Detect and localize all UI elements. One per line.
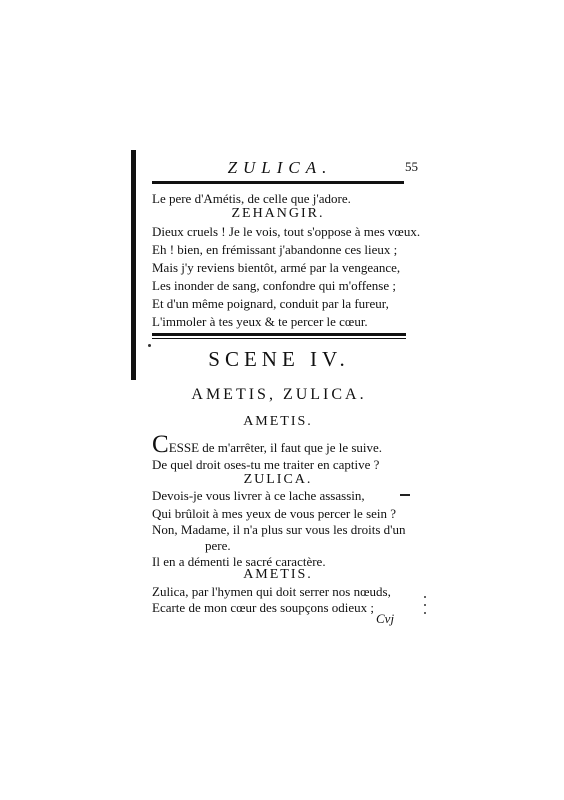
verse-line-continuation: pere. (205, 538, 231, 553)
speaker-name: AMETIS. (243, 414, 313, 429)
margin-mark (400, 494, 410, 496)
verse-line: Zulica, par l'hymen qui doit serrer nos nœuds, (152, 584, 391, 599)
verse-line (152, 431, 383, 458)
head-rule (152, 181, 404, 184)
verse-line: Eh ! bien, en frémissant j'abandonne ces lieux ; (152, 242, 398, 257)
ink-speck (424, 612, 426, 614)
speaker-name: ZEHANGIR. (231, 206, 325, 221)
speaker-name: ZULICA. (243, 472, 313, 487)
running-head (152, 158, 416, 182)
scene-title: SCENE IV. (208, 347, 350, 371)
gutter-shadow (131, 150, 136, 380)
verse-line: Et d'un même poignard, conduit par la fureur, (152, 296, 389, 311)
verse-line: Dieux cruels ! Je le vois, tout s'oppose à mes vœux. (152, 224, 421, 239)
verse-line: Mais j'y reviens bientôt, armé par la vengeance, (152, 260, 401, 275)
ink-speck (424, 604, 426, 606)
verse-text: ESSE de m'arrêter, il faut que je le suive. (168, 440, 383, 455)
verse-line: L'immoler à tes yeux & te percer le cœur. (152, 314, 368, 329)
scene-rule (152, 333, 406, 336)
drop-capital: C (152, 431, 169, 458)
catchword: Cvj (376, 611, 395, 626)
scene-characters: AMETIS, ZULICA. (191, 386, 367, 403)
verse-line: Devois-je vous livrer à ce lache assassin, (152, 488, 365, 503)
ink-speck (424, 596, 426, 598)
verse-line: Il en a démenti le sacré caractère. (152, 554, 326, 569)
running-head-title: ZULICA. (227, 158, 333, 177)
verse-line: Qui brûloit à mes yeux de vous percer le sein ? (152, 506, 397, 521)
verse-line: Le pere d'Amétis, de celle que j'adore. (152, 191, 351, 206)
scene-rule-thin (152, 338, 406, 339)
speaker-name: AMETIS. (243, 567, 313, 582)
verse-line: Les inonder de sang, confondre qui m'offense ; (152, 278, 396, 293)
verse-line: Non, Madame, il n'a plus sur vous les droits d'un (152, 522, 406, 537)
verse-line: Ecarte de mon cœur des soupçons odieux ; (152, 600, 375, 615)
ink-speck (148, 344, 151, 347)
page-number: 55 (405, 159, 418, 174)
verse-line: De quel droit oses-tu me traiter en captive ? (152, 457, 380, 472)
